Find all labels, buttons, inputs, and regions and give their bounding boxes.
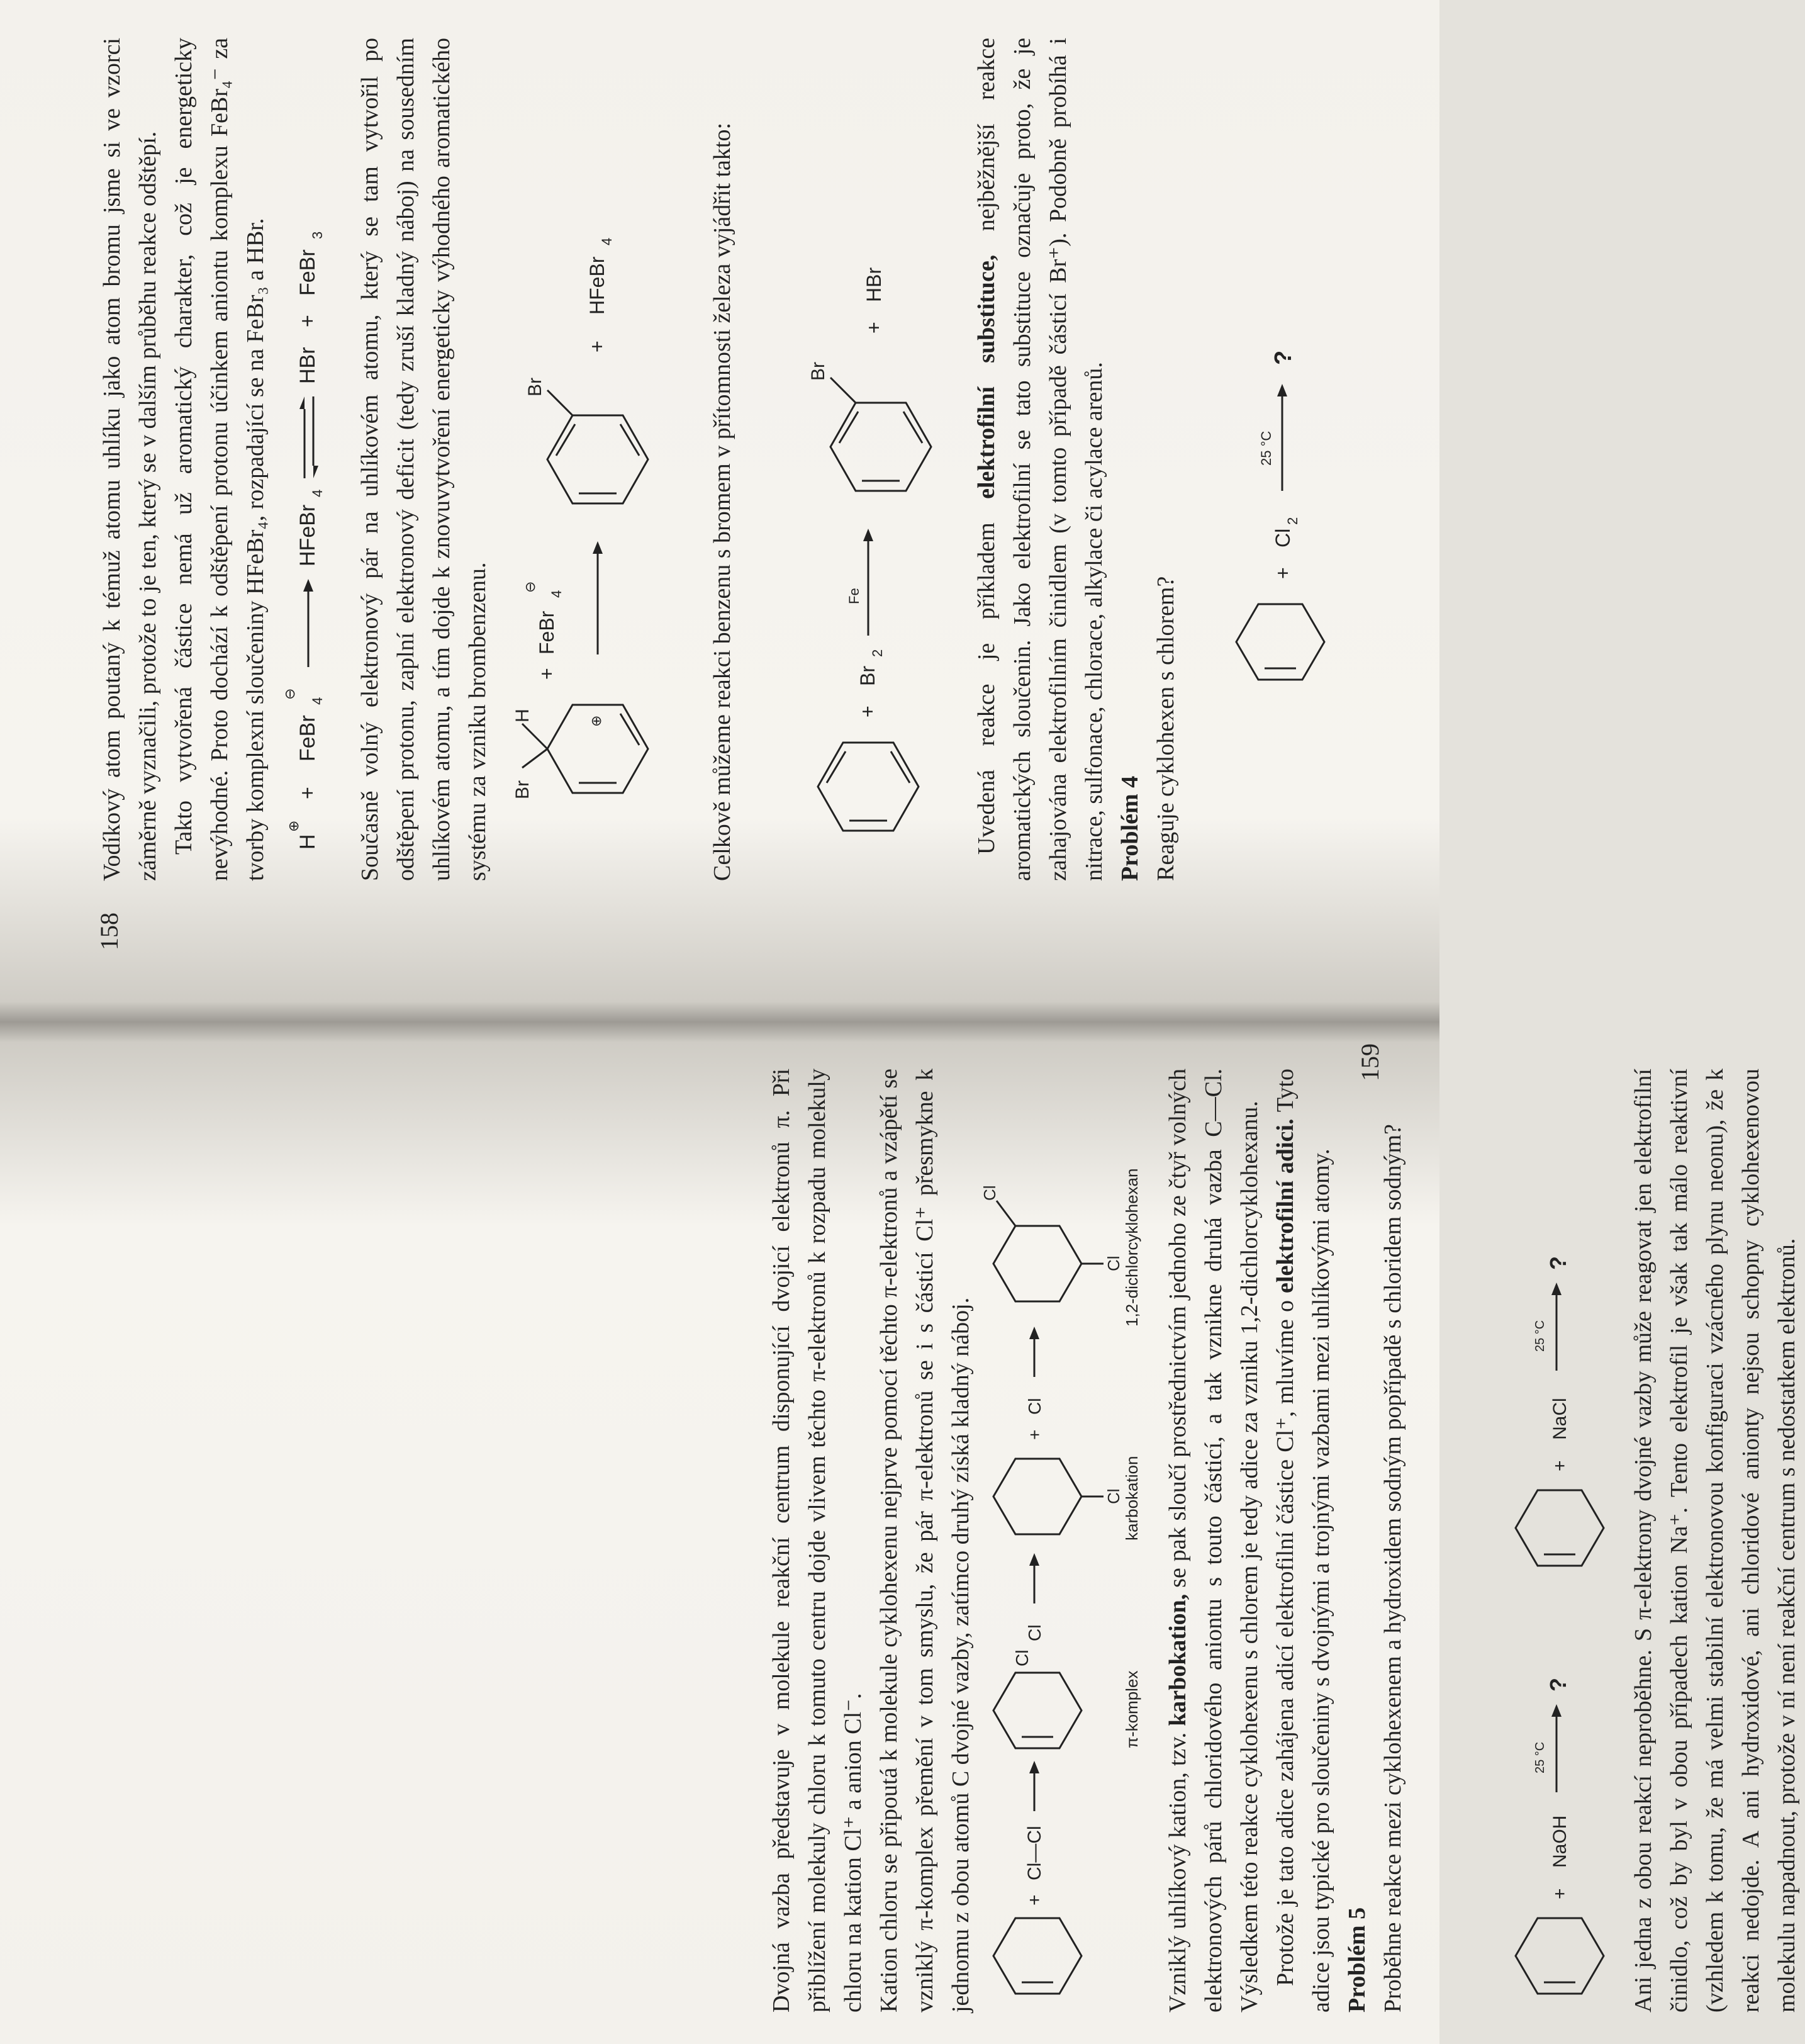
- problem-text: Reaguje cyklohexen s chlorem?: [1153, 576, 1179, 881]
- text-line: Současně volný elektronový pár na uhlíkovém atomu, který se tam vytvořil po odštěpení protonu, zaplní elektronový deficit (tedy zruší kladný náboj) na sousedním uhlíkovém atomu, a tím dojde k znovuvytvoření energeticky výhodného aromatického systému za vzniku brombenzenu.: [357, 38, 491, 881]
- plus-sign: +: [535, 668, 558, 680]
- arrow-head: [1277, 384, 1287, 396]
- equation-chlorination-mechanism: [971, 1037, 1122, 2019]
- text-line: Takto vytvořená částice nemá už aromatický charakter, což je energeticky nevýhodné. Proto dochází k odštěpení protonu účinkem aniontu komplexu FeBr₄⁻ za tvorby komplexní sloučeniny HFeBr₄, rozpadající se na FeBr₃ a HBr.: [170, 38, 269, 881]
- arrow-head: [1551, 1283, 1562, 1295]
- text-segment: Tyto adice jsou typické pro sloučeniny s dvojnými a trojnými vazbami mezi uhlíkovými atomy.: [1272, 1069, 1334, 2013]
- bold-term: elektrofilní substituce,: [973, 254, 1000, 499]
- page-159: [720, 1012, 1800, 2044]
- text-line: Kation chloru se připoutá k molekule cyklohexenu nejprve pomocí těchto π-elektronů a vzápětí se vzniklý π-komplex přemění v tom smyslu, že pár π-elektronů se i s částicí Cl⁺ přesmykne k jednomu z obou atomů C dvojné vazby, zatímco druhý získá kladný náboj.: [876, 1069, 974, 2013]
- question-mark: ?: [1545, 1256, 1571, 1270]
- subscript: 3: [310, 231, 325, 239]
- paragraph: [1160, 1069, 1411, 2013]
- paragraph: [764, 1069, 979, 2013]
- cl-label: Cl: [1012, 1649, 1032, 1666]
- question-mark: ?: [1270, 350, 1297, 365]
- h-label: H: [512, 709, 533, 722]
- febr4-label: FeBr: [535, 610, 558, 654]
- plus-sign: +: [296, 787, 320, 799]
- arrow-head: [863, 529, 873, 541]
- bromobenzene-ring: [830, 403, 931, 491]
- paragraph: [705, 38, 740, 881]
- subscript: 4: [310, 697, 325, 705]
- temperature-label: 25 °C: [1533, 1741, 1547, 1773]
- febr3-label: FeBr: [296, 249, 320, 296]
- text-segment: Vzniklý uhlíkový kation, tzv.: [1165, 1726, 1191, 2013]
- bond-cl: [997, 1201, 1015, 1226]
- cl-label: Cl: [1104, 1488, 1123, 1504]
- bond-br: [547, 390, 573, 415]
- subscript: 4: [310, 489, 325, 497]
- plus-sign: +: [863, 322, 885, 334]
- cl-label: Cl: [1104, 1255, 1123, 1271]
- text-line: Ani jedna z obou reakcí neproběhne. S π-elektrony dvojné vazby může reagovat jen elektrofilní činidlo, což by byl v obou případech kation Na⁺. Tento elektrofil je však tak málo reaktivní (vzhledem k tomu, že má velmi stabilní elektronovou konfiguraci vzácného plynu neonu), že k reakci nedojde. A ani hydroxidové, ani chloridové anionty nejsou schopny cyklohexenovou molekulu napadnout, protože v ní není reakční centrum s nedostatkem elektronů.: [1630, 1069, 1800, 2013]
- arrow-head: [299, 396, 305, 409]
- text-segment: Protože je tato adice zahájena adicí elektrofilní částice Cl⁺, mluvíme o: [1272, 1293, 1299, 1986]
- arrow-head: [593, 541, 603, 554]
- subscript: 2: [1285, 517, 1300, 525]
- arrow-head: [1551, 1704, 1562, 1717]
- subscript: 4: [549, 590, 564, 598]
- cl-label: Cl: [980, 1185, 999, 1201]
- plus-sign: +: [1025, 1429, 1044, 1440]
- temperature-label: 25 °C: [1533, 1320, 1547, 1352]
- plus-sign: +: [1271, 567, 1294, 579]
- subscript: 4: [599, 237, 615, 245]
- hbr-label: HBr: [296, 347, 320, 384]
- charge-neg: ⊖: [522, 581, 538, 593]
- bold-term: karbokation,: [1165, 1593, 1191, 1726]
- br-label: Br: [512, 780, 533, 799]
- h-plus-label: H: [296, 834, 320, 850]
- hbr-label: HBr: [863, 267, 885, 302]
- plus-sign: +: [1550, 1460, 1570, 1471]
- bond-br: [522, 749, 547, 768]
- carbocation-ring: [993, 1459, 1081, 1534]
- bond-br: [830, 378, 856, 403]
- br-product-label: Br: [808, 362, 829, 381]
- question-mark: ?: [1545, 1678, 1571, 1692]
- text-line: [969, 38, 1112, 881]
- plus-sign: +: [1550, 1888, 1570, 1899]
- text-segment: Uvedená reakce je příkladem: [973, 498, 1000, 855]
- product-label: 1,2-dichlorcyklohexan: [1122, 1168, 1141, 1327]
- hfebr4-label: HFeBr: [296, 504, 320, 566]
- problem-text: Proběhne reakce mezi cyklohexenem a hydroxidem sodným popřípadě s chloridem sodným?: [1380, 1124, 1406, 2013]
- equation-deprotonation: [512, 25, 717, 868]
- plus-sign: +: [856, 705, 879, 717]
- page-number: 159: [1356, 1043, 1384, 1081]
- paragraph: [94, 38, 274, 881]
- problem-heading: Problém 4: [1117, 775, 1143, 881]
- subscript: 2: [869, 649, 885, 657]
- charge-neg: ⊖: [282, 688, 298, 700]
- page-158: [0, 0, 1300, 1007]
- catalyst-label: Fe: [846, 588, 862, 604]
- text-segment: nejběžnější reakce aromatických sloučenin. Jako elektrofilní se tato substituce označuje proto, že je zahajována elektrofilním činidlem (v tomto případě částicí Br⁺). Podobně probíhá i nitrace, sulfonace, chlorace, alkylace či acylace arenů.: [973, 38, 1107, 881]
- bond-h: [522, 724, 547, 749]
- bromobenzene-ring: [547, 415, 648, 503]
- text-line: Vodíkový atom poutaný k témuž atomu uhlíku jako atom bromu jsme si ve vzorci záměrně vyznačili, protože to je ten, který se v dalším průběhu reakce odštěpí.: [99, 38, 161, 881]
- page-number: 158: [95, 912, 123, 950]
- arrow-head: [1029, 1761, 1039, 1773]
- br2-label: Br: [856, 666, 879, 686]
- bold-term: elektrofilní adici.: [1272, 1118, 1299, 1293]
- cl-minus-label: Cl: [1025, 1398, 1044, 1415]
- arrow-head: [1029, 1553, 1039, 1566]
- arrow-head: [1029, 1327, 1039, 1339]
- pi-complex-label: π-komplex: [1122, 1670, 1141, 1748]
- arrow-head: [303, 579, 313, 592]
- carbocation-label: karbokation: [1122, 1456, 1141, 1541]
- charge-pos: ⊕: [286, 820, 301, 832]
- equation-problem5: [1500, 1037, 1613, 2019]
- febr4-label: FeBr: [296, 715, 320, 761]
- text-line: Celkově můžeme reakci benzenu s bromem v přítomnosti železa vyjádřit takto:: [709, 122, 735, 881]
- plus-sign: +: [1024, 1894, 1045, 1906]
- hfebr4-label: HFeBr: [586, 256, 608, 315]
- plus-sign: +: [296, 315, 320, 327]
- plus-sign: +: [586, 340, 608, 352]
- text-line: [1160, 1069, 1268, 2013]
- paragraph: [969, 38, 1184, 881]
- dichlorocyclohexane-ring: [993, 1226, 1081, 1301]
- clcl-label: Cl—Cl: [1024, 1826, 1045, 1880]
- benzene-ring: [818, 743, 919, 831]
- naoh-label: NaOH: [1550, 1815, 1570, 1868]
- equation-bromination: [799, 25, 937, 868]
- paragraph: [1626, 1069, 1805, 2013]
- br-product-label: Br: [525, 378, 545, 396]
- cl-minus-label: Cl: [1025, 1624, 1044, 1641]
- text-line: [1268, 1069, 1339, 2013]
- temperature-label: 25 °C: [1258, 430, 1274, 466]
- equation-proton-transfer: [277, 25, 340, 868]
- paragraph: [352, 38, 496, 881]
- charge-pos: ⊕: [588, 715, 604, 727]
- arrow-head: [313, 466, 318, 478]
- cl2-label: Cl: [1271, 528, 1294, 548]
- nacl-label: NaCl: [1550, 1398, 1570, 1440]
- problem-heading: Problém 5: [1344, 1907, 1370, 2013]
- equation-problem4: [1227, 25, 1327, 868]
- text-line: Dvojná vazba představuje v molekule reakční centrum disponující dvojicí elektronů π. Při přiblížení molekuly chloru k tomuto centru dojde vlivem těchto π-elektronů k rozpadu molekuly chloru na kation Cl⁺ a anion Cl⁻.: [768, 1069, 866, 2013]
- text-segment: se pak sloučí prostřednictvím jednoho ze čtyř volných elektronových párů chloridového aniontu s touto částicí, a tak vznikne druhá vazba C—Cl. Výsledkem této reakce cyklohexenu s chlorem je tedy adice za vzniku 1,2-dichlorcyklohexanu.: [1165, 1069, 1263, 2013]
